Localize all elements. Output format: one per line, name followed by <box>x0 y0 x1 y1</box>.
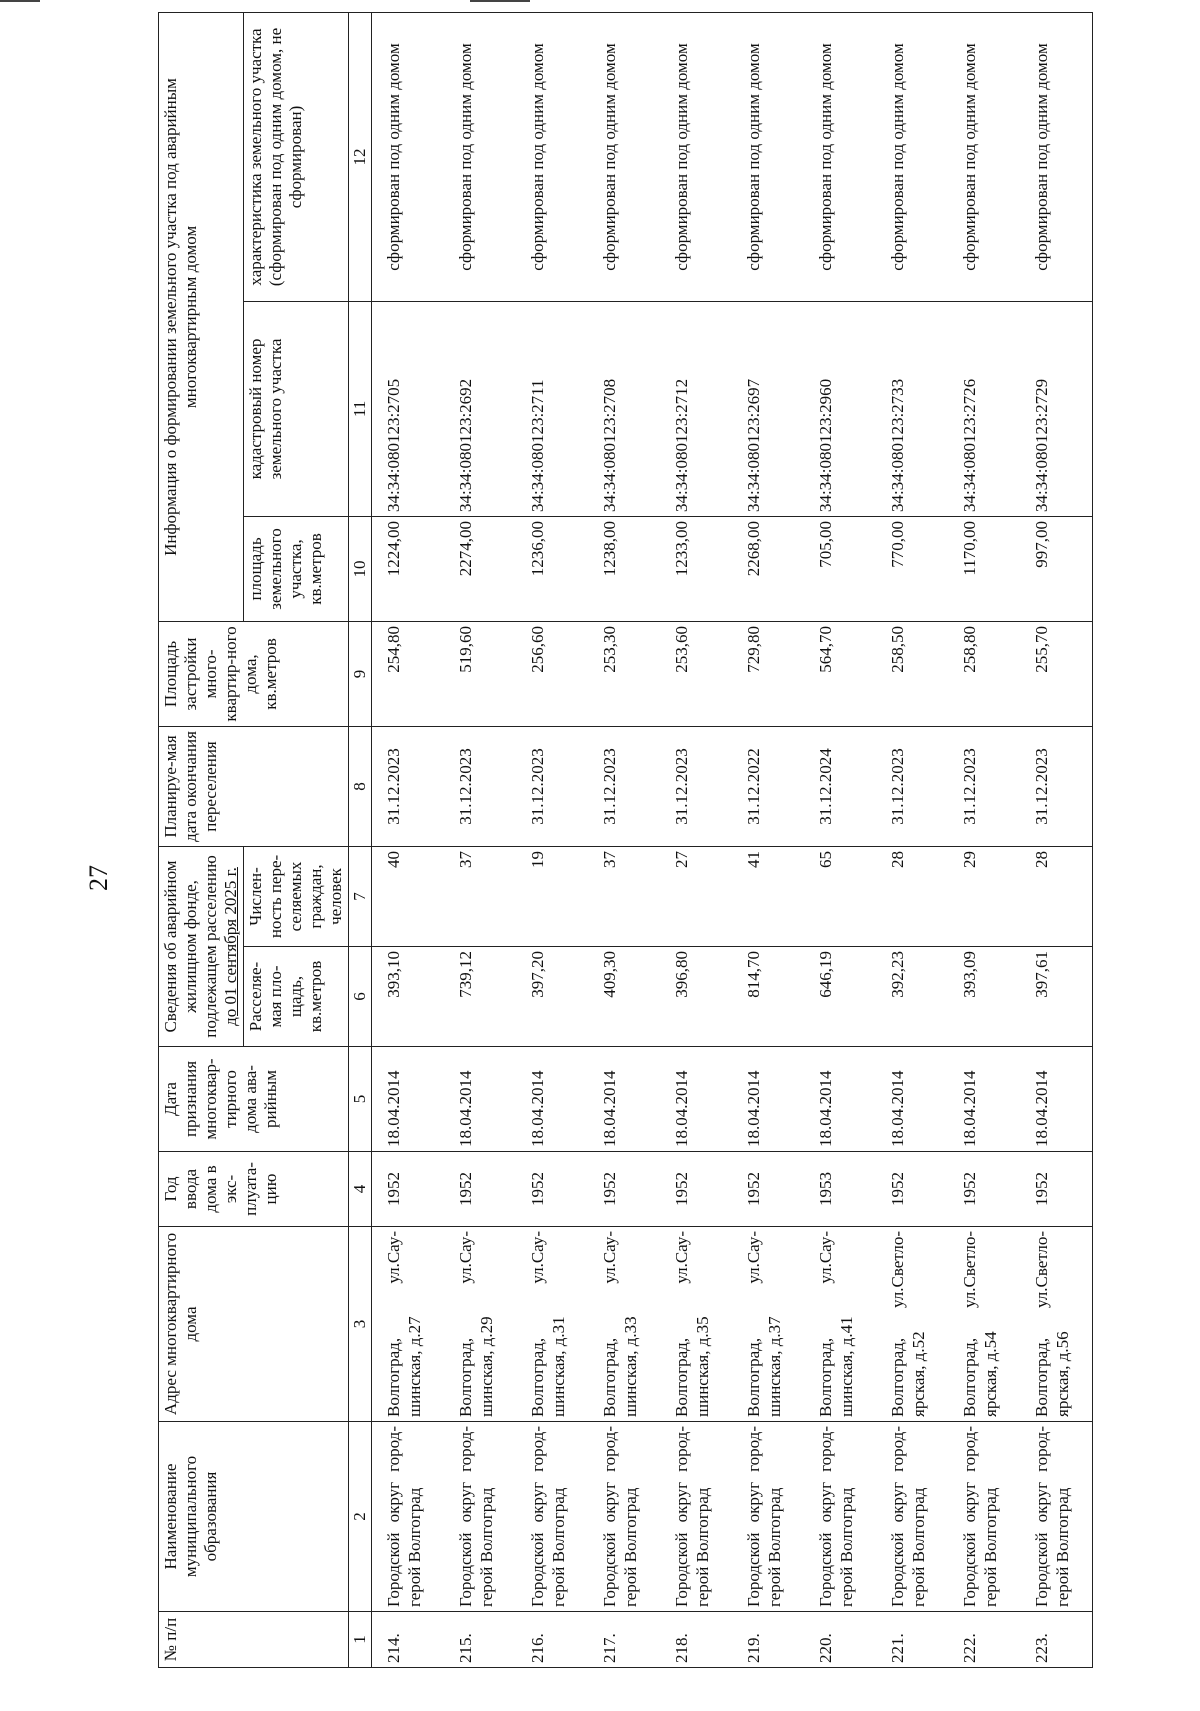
row-number: 222. <box>948 1612 1020 1668</box>
resettle-area-cell: 646,19 <box>804 947 876 1047</box>
header-year: Год ввода дома в экс-плуата-цию <box>159 1152 349 1227</box>
column-number-cell: 4 <box>349 1152 372 1227</box>
land-area-cell: 770,00 <box>876 516 948 621</box>
land-area-cell: 1233,00 <box>660 516 732 621</box>
year-cell: 1952 <box>588 1152 660 1227</box>
building-area-cell: 564,70 <box>804 621 876 726</box>
row-number: 217. <box>588 1612 660 1668</box>
header-emergency-date: Дата признания многоквар-тирного дома ава-рийным <box>159 1047 349 1152</box>
row-number: 215. <box>444 1612 516 1668</box>
year-cell: 1952 <box>372 1152 445 1227</box>
table-row <box>948 12 1020 1667</box>
address-cell: Волгоград, ул.Сау-шинская, д.41 <box>804 1227 876 1422</box>
municipality-cell: Городской округ город-герой Волгоград <box>876 1422 948 1612</box>
emergency-date-cell: 18.04.2014 <box>876 1047 948 1152</box>
resettle-area-cell: 397,61 <box>1020 947 1093 1047</box>
column-number-cell: 12 <box>349 12 372 301</box>
municipality-cell: Городской округ город-герой Волгоград <box>588 1422 660 1612</box>
cadastral-number-cell: 34:34:080123:2692 <box>444 301 516 516</box>
table-row <box>732 12 804 1667</box>
column-number-cell: 11 <box>349 301 372 516</box>
cadastral-number-cell: 34:34:080123:2697 <box>732 301 804 516</box>
municipality-cell: Городской округ город-герой Волгоград <box>660 1422 732 1612</box>
cadastral-number-cell: 34:34:080123:2711 <box>516 301 588 516</box>
people-count-cell: 27 <box>660 846 732 946</box>
header-no: № п/п <box>159 1612 349 1668</box>
year-cell: 1952 <box>516 1152 588 1227</box>
land-characteristic-cell: сформирован под одним домом <box>1020 12 1093 301</box>
planned-date-cell: 31.12.2023 <box>1020 726 1093 846</box>
table-row <box>876 12 948 1667</box>
resettle-area-cell: 739,12 <box>444 947 516 1047</box>
planned-date-cell: 31.12.2022 <box>732 726 804 846</box>
column-number-cell: 6 <box>349 947 372 1047</box>
building-area-cell: 258,80 <box>948 621 1020 726</box>
column-number-cell: 9 <box>349 621 372 726</box>
resettle-area-cell: 397,20 <box>516 947 588 1047</box>
column-number-cell: 10 <box>349 516 372 621</box>
year-cell: 1952 <box>948 1152 1020 1227</box>
table-row <box>588 12 660 1667</box>
people-count-cell: 28 <box>876 846 948 946</box>
building-area-cell: 729,80 <box>732 621 804 726</box>
land-characteristic-cell: сформирован под одним домом <box>444 12 516 301</box>
land-area-cell: 1170,00 <box>948 516 1020 621</box>
cadastral-number-cell: 34:34:080123:2729 <box>1020 301 1093 516</box>
emergency-date-cell: 18.04.2014 <box>588 1047 660 1152</box>
building-area-cell: 255,70 <box>1020 621 1093 726</box>
address-cell: Волгоград, ул.Сау-шинская, д.37 <box>732 1227 804 1422</box>
address-cell: Волгоград, ул.Сау-шинская, д.31 <box>516 1227 588 1422</box>
header-group-fund-line2: подлежащем расселению <box>201 855 221 1038</box>
header-planned-date: Планируе-мая дата окончания переселения <box>159 726 349 846</box>
table-row <box>1020 12 1093 1667</box>
people-count-cell: 37 <box>444 846 516 946</box>
table-body <box>372 12 1093 1667</box>
table-row <box>516 12 588 1667</box>
people-count-cell: 65 <box>804 846 876 946</box>
building-area-cell: 256,60 <box>516 621 588 726</box>
year-cell: 1952 <box>1020 1152 1093 1227</box>
header-municipality: Наименование муниципального образования <box>159 1422 349 1612</box>
header-land-area: площадь земельного участка, кв.метров <box>244 516 349 621</box>
row-number: 223. <box>1020 1612 1093 1668</box>
header-group-fund-line3: до 01 сентября 2025 г. <box>221 867 241 1026</box>
header-address: Адрес многоквартирного дома <box>159 1227 349 1422</box>
resettle-area-cell: 393,09 <box>948 947 1020 1047</box>
people-count-cell: 29 <box>948 846 1020 946</box>
municipality-cell: Городской округ город-герой Волгоград <box>732 1422 804 1612</box>
page-number: 27 <box>84 865 113 891</box>
column-number-cell: 7 <box>349 846 372 946</box>
land-area-cell: 2274,00 <box>444 516 516 621</box>
emergency-housing-table <box>158 12 1093 1668</box>
building-area-cell: 254,80 <box>372 621 445 726</box>
year-cell: 1952 <box>732 1152 804 1227</box>
planned-date-cell: 31.12.2024 <box>804 726 876 846</box>
row-number: 214. <box>372 1612 445 1668</box>
municipality-cell: Городской округ город-герой Волгоград <box>516 1422 588 1612</box>
column-number-cell: 2 <box>349 1422 372 1612</box>
planned-date-cell: 31.12.2023 <box>876 726 948 846</box>
address-cell: Волгоград, ул.Сау-шинская, д.27 <box>372 1227 445 1422</box>
year-cell: 1952 <box>660 1152 732 1227</box>
land-characteristic-cell: сформирован под одним домом <box>372 12 445 301</box>
row-number: 218. <box>660 1612 732 1668</box>
people-count-cell: 41 <box>732 846 804 946</box>
land-characteristic-cell: сформирован под одним домом <box>588 12 660 301</box>
emergency-date-cell: 18.04.2014 <box>1020 1047 1093 1152</box>
year-cell: 1953 <box>804 1152 876 1227</box>
land-area-cell: 1224,00 <box>372 516 445 621</box>
cadastral-number-cell: 34:34:080123:2726 <box>948 301 1020 516</box>
land-area-cell: 2268,00 <box>732 516 804 621</box>
header-group-land: Информация о формировании земельного участка под аварийным многоквартирным домом <box>159 12 244 621</box>
header-group-fund <box>159 846 244 1046</box>
people-count-cell: 28 <box>1020 846 1093 946</box>
resettle-area-cell: 392,23 <box>876 947 948 1047</box>
municipality-cell: Городской округ город-герой Волгоград <box>444 1422 516 1612</box>
emergency-date-cell: 18.04.2014 <box>804 1047 876 1152</box>
resettle-area-cell: 396,80 <box>660 947 732 1047</box>
emergency-date-cell: 18.04.2014 <box>732 1047 804 1152</box>
planned-date-cell: 31.12.2023 <box>444 726 516 846</box>
planned-date-cell: 31.12.2023 <box>372 726 445 846</box>
building-area-cell: 519,60 <box>444 621 516 726</box>
table-row <box>372 12 445 1667</box>
emergency-date-cell: 18.04.2014 <box>516 1047 588 1152</box>
header-people: Числен-ность пере-селяемых граждан, человек <box>244 846 349 946</box>
land-characteristic-cell: сформирован под одним домом <box>948 12 1020 301</box>
municipality-cell: Городской округ город-герой Волгоград <box>948 1422 1020 1612</box>
table-row <box>660 12 732 1667</box>
row-number: 221. <box>876 1612 948 1668</box>
column-number-cell: 8 <box>349 726 372 846</box>
table-row <box>444 12 516 1667</box>
cadastral-number-cell: 34:34:080123:2708 <box>588 301 660 516</box>
address-cell: Волгоград, ул.Сау-шинская, д.29 <box>444 1227 516 1422</box>
building-area-cell: 258,50 <box>876 621 948 726</box>
cadastral-number-cell: 34:34:080123:2960 <box>804 301 876 516</box>
header-resettle-area: Расселяе-мая пло-щадь, кв.метров <box>244 947 349 1047</box>
planned-date-cell: 31.12.2023 <box>516 726 588 846</box>
land-characteristic-cell: сформирован под одним домом <box>804 12 876 301</box>
header-cadastral: кадастровый номер земельного участка <box>244 301 349 516</box>
address-cell: Волгоград, ул.Светло-ярская, д.52 <box>876 1227 948 1422</box>
people-count-cell: 19 <box>516 846 588 946</box>
people-count-cell: 40 <box>372 846 445 946</box>
land-characteristic-cell: сформирован под одним домом <box>516 12 588 301</box>
emergency-date-cell: 18.04.2014 <box>444 1047 516 1152</box>
planned-date-cell: 31.12.2023 <box>588 726 660 846</box>
address-cell: Волгоград, ул.Светло-ярская, д.56 <box>1020 1227 1093 1422</box>
resettle-area-cell: 393,10 <box>372 947 445 1047</box>
emergency-date-cell: 18.04.2014 <box>660 1047 732 1152</box>
column-number-cell: 3 <box>349 1227 372 1422</box>
cadastral-number-cell: 34:34:080123:2733 <box>876 301 948 516</box>
municipality-cell: Городской округ город-герой Волгоград <box>804 1422 876 1612</box>
building-area-cell: 253,60 <box>660 621 732 726</box>
people-count-cell: 37 <box>588 846 660 946</box>
emergency-date-cell: 18.04.2014 <box>372 1047 445 1152</box>
land-area-cell: 1238,00 <box>588 516 660 621</box>
municipality-cell: Городской округ город-герой Волгоград <box>372 1422 445 1612</box>
land-area-cell: 997,00 <box>1020 516 1093 621</box>
resettle-area-cell: 814,70 <box>732 947 804 1047</box>
planned-date-cell: 31.12.2023 <box>660 726 732 846</box>
municipality-cell: Городской округ город-герой Волгоград <box>1020 1422 1093 1612</box>
land-characteristic-cell: сформирован под одним домом <box>660 12 732 301</box>
column-numbers-row <box>349 12 372 1667</box>
table-row <box>804 12 876 1667</box>
emergency-date-cell: 18.04.2014 <box>948 1047 1020 1152</box>
row-number: 219. <box>732 1612 804 1668</box>
land-area-cell: 705,00 <box>804 516 876 621</box>
column-number-cell: 1 <box>349 1612 372 1668</box>
land-area-cell: 1236,00 <box>516 516 588 621</box>
cadastral-number-cell: 34:34:080123:2712 <box>660 301 732 516</box>
column-number-cell: 5 <box>349 1047 372 1152</box>
header-land-characteristic: характеристика земельного участка (сформирован под одним домом, не сформирован) <box>244 12 349 301</box>
address-cell: Волгоград, ул.Сау-шинская, д.35 <box>660 1227 732 1422</box>
row-number: 220. <box>804 1612 876 1668</box>
cadastral-number-cell: 34:34:080123:2705 <box>372 301 445 516</box>
row-number: 216. <box>516 1612 588 1668</box>
land-characteristic-cell: сформирован под одним домом <box>876 12 948 301</box>
address-cell: Волгоград, ул.Светло-ярская, д.54 <box>948 1227 1020 1422</box>
year-cell: 1952 <box>444 1152 516 1227</box>
building-area-cell: 253,30 <box>588 621 660 726</box>
header-building-area: Площадь застройки много-квартир-ного дома, кв.метров <box>159 621 349 726</box>
address-cell: Волгоград, ул.Сау-шинская, д.33 <box>588 1227 660 1422</box>
resettle-area-cell: 409,30 <box>588 947 660 1047</box>
planned-date-cell: 31.12.2023 <box>948 726 1020 846</box>
land-characteristic-cell: сформирован под одним домом <box>732 12 804 301</box>
year-cell: 1952 <box>876 1152 948 1227</box>
header-group-fund-line1: Сведения об аварийном жилищном фонде, <box>161 860 201 1033</box>
